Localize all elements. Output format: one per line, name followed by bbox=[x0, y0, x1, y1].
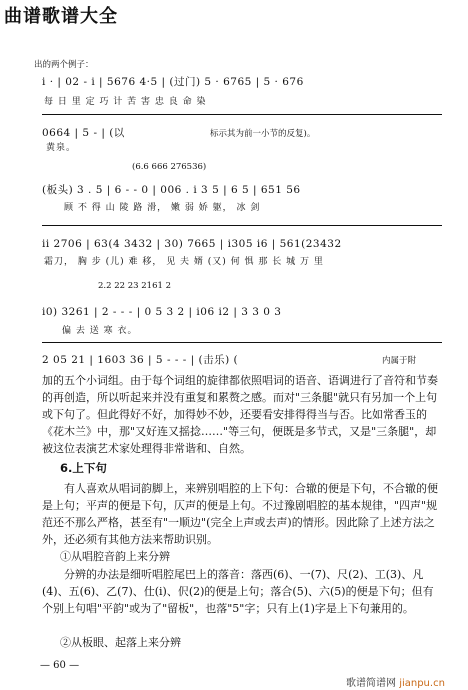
watermark-text: 歌谱简谱网 bbox=[346, 678, 396, 689]
watermark-url: jianpu.cn bbox=[399, 678, 445, 689]
score-row-2-lyrics: 黄泉。 bbox=[46, 143, 77, 153]
paragraph-1: 加的五个小词组。由于每个词组的旋律都依照唱词的语音、语调进行了音符和节奏的再创造，所以听起来并没有重复和累赘之感。而对"三条腿"就只有另加一个上句或下句了。但此得好不好，加得妙不妙，还要看安排得得当与否。比如常香玉的《花木兰》中，那"又好连又摇捻……"等三句，便既是多节式，又是"三条腿"，却被这位表演艺术家处理得非常谐和、自然。 bbox=[42, 374, 438, 455]
score-row-1-notes: i · | 02 - i | 5676 4·5 | (过门) 5 · 6765 | 5 · 676 bbox=[42, 76, 304, 88]
staff-divider bbox=[42, 225, 442, 226]
score-row-5-notes: i0) 3261 | 2 - - - | 0 5 3 2 | i06 i2 | 3 3 0 3 bbox=[42, 306, 282, 318]
subheading-2: ②从板眼、起落上来分辨 bbox=[60, 636, 181, 649]
subheading-1: ①从唱腔音韵上来分辨 bbox=[60, 550, 170, 563]
score-row-3-notes: (板头) 3 . 5 | 6 - - 0 | 006 . i 3 5 | 6 5 | 651 56 bbox=[42, 184, 301, 196]
score-row-6-notes: 2 05 21 | 1603 36 | 5 - - - | (击乐) ( bbox=[42, 354, 239, 366]
paragraph-3: 分辨的办法是细听唱腔尾巴上的落音：落西(6)、一(7)、尺(2)、工(3)、凡(4)、五(6)、乙(7)、仕(i)、伬(2)的便是上句；落合(5)、六(5)的便是下句；但有个别上句唱"平韵"或为了"留板"，也落"5"字；只有上(1)字是上下句兼用的。 bbox=[42, 568, 434, 615]
score-row-4-notes: ii 2706 | 63(4 3432 | 30) 7665 | i305 i6 | 561(23432 bbox=[42, 238, 342, 250]
staff-divider bbox=[42, 342, 442, 343]
examples-intro: 出的两个例子： bbox=[34, 60, 94, 70]
score-row-3-ornament: (6.6 666 276536) bbox=[132, 162, 207, 172]
page-number: — 60 — bbox=[40, 660, 80, 671]
page-header-title: 曲谱歌谱大全 bbox=[4, 6, 118, 27]
paragraph-2: 有人喜欢从唱词韵脚上，来辨别唱腔的上下句：合辙的便是下句，不合辙的便是上句；平声的便是下句，仄声的便是上句。不过豫剧唱腔的基本规律，"四声"规范还不那么严格，甚至有"一顺边"(完全上声或去声)的情形。因此除了上述方法之外，还必须有其他方法来帮助识别。 bbox=[42, 482, 438, 546]
score-row-2-notes: 0664 | 5 - | (以 bbox=[42, 127, 125, 139]
staff-divider bbox=[42, 114, 442, 115]
score-row-5-lyrics: 偏 去 送 寒 衣。 bbox=[62, 326, 138, 336]
score-row-3-lyrics: 顾 不 得 山 陵 路 滑， 嫩 弱 娇 躯， 冰 剑 bbox=[64, 203, 261, 213]
score-row-6-note: 内属于附 bbox=[382, 356, 417, 366]
section-title: 6.上下句 bbox=[60, 461, 107, 475]
score-row-5-ornament: 2.2 22 23 2161 2 bbox=[98, 281, 171, 291]
score-row-1-lyrics: 每 日 里 定 巧 计 苦 害 忠 良 命 染 bbox=[44, 97, 207, 107]
watermark bbox=[346, 674, 445, 689]
score-row-2-note: 标示其为前一小节的反复)。 bbox=[210, 129, 316, 139]
score-row-4-lyrics: 霜刀， 胸 步 (儿) 难 移， 见 夫 婿 (又) 何 惧 那 长 城 万 里 bbox=[44, 257, 324, 267]
